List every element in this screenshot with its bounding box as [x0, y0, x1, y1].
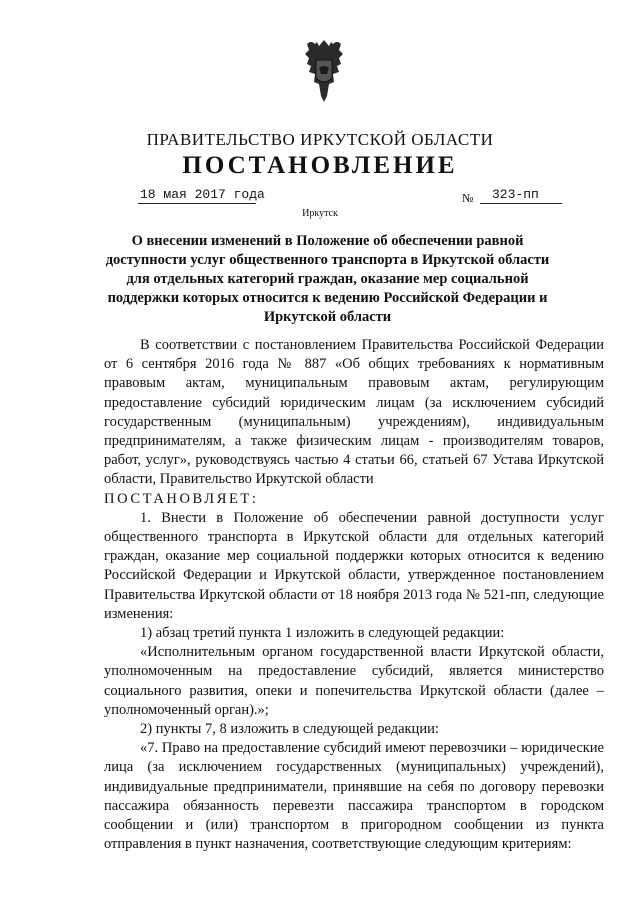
number-sign: № — [462, 191, 474, 205]
document-type-title: ПОСТАНОВЛЕНИЕ — [182, 152, 458, 179]
quote-2-paragraph: «7. Право на предоставление субсидий имеют перевозчики – юридические лица (за исключением государственных (муниципальных) учреждений), индивидуальные предприниматели, принявшие на себя по договору перевозки пассажира обязанность перевезти пассажира транспортом в городском сообщении и (или) транспортом в пригородном сообщении из пункта отправления в пункт назначения, соответствующие следующим критериям: — [104, 740, 604, 853]
item-1-paragraph: 1. Внести в Положение об обеспечении равной доступности услуг общественного транспорта в Иркутской области для отдельных категорий граждан, оказание мер социальной поддержки которых относится к ведению Российской Федерации и Иркутской области, утвержденное постановлением Правительства Иркутской области от 18 ноября 2013 года № 521-пп, следующие изменения: — [104, 509, 604, 622]
date-underline — [138, 203, 256, 204]
document-number: 323-пп — [492, 187, 539, 202]
document-body — [104, 336, 604, 854]
subitem-2-paragraph: 2) пункты 7, 8 изложить в следующей редакции: — [140, 721, 439, 738]
quote-1-paragraph: «Исполнительным органом государственной власти Иркутской области, уполномоченным на предоставление субсидий, является министерство социального развития, опеки и попечительства Иркутской области (далее – уполномоченный орган).»; — [104, 644, 604, 718]
preamble-paragraph: В соответствии с постановлением Правительства Российской Федерации от 6 сентября 2016 года № 887 «Об общих требованиях к нормативным правовым актам, муниципальным правовым актам, регулирующим предоставление субсидий юридическим лицам (за исключением субсидий государственным (муниципальным) учреждениям), индивидуальным предпринимателям, а также физическим лицам - производителям товаров, работ, услуг», руководствуясь частью 4 статьи 66, статьей 67 Устава Иркутской области, Правительство Иркутской области — [104, 337, 604, 488]
document-date: 18 мая 2017 года — [140, 187, 265, 202]
government-name: ПРАВИТЕЛЬСТВО ИРКУТСКОЙ ОБЛАСТИ — [146, 130, 494, 149]
coat-of-arms-icon — [303, 38, 345, 104]
resolves-heading: ПОСТАНОВЛЯЕТ: — [104, 490, 259, 507]
resolution-title: О внесении изменений в Положение об обеспечении равной доступности услуг общественного транспорта в Иркутской области для отдельных категорий граждан, оказание мер социальной поддержки которых относится к ведению Российской Федерации и Иркутской области — [105, 233, 550, 325]
number-underline — [480, 203, 562, 204]
city-name: Иркутск — [302, 208, 338, 219]
subitem-1-paragraph: 1) абзац третий пункта 1 изложить в следующей редакции: — [140, 625, 505, 642]
